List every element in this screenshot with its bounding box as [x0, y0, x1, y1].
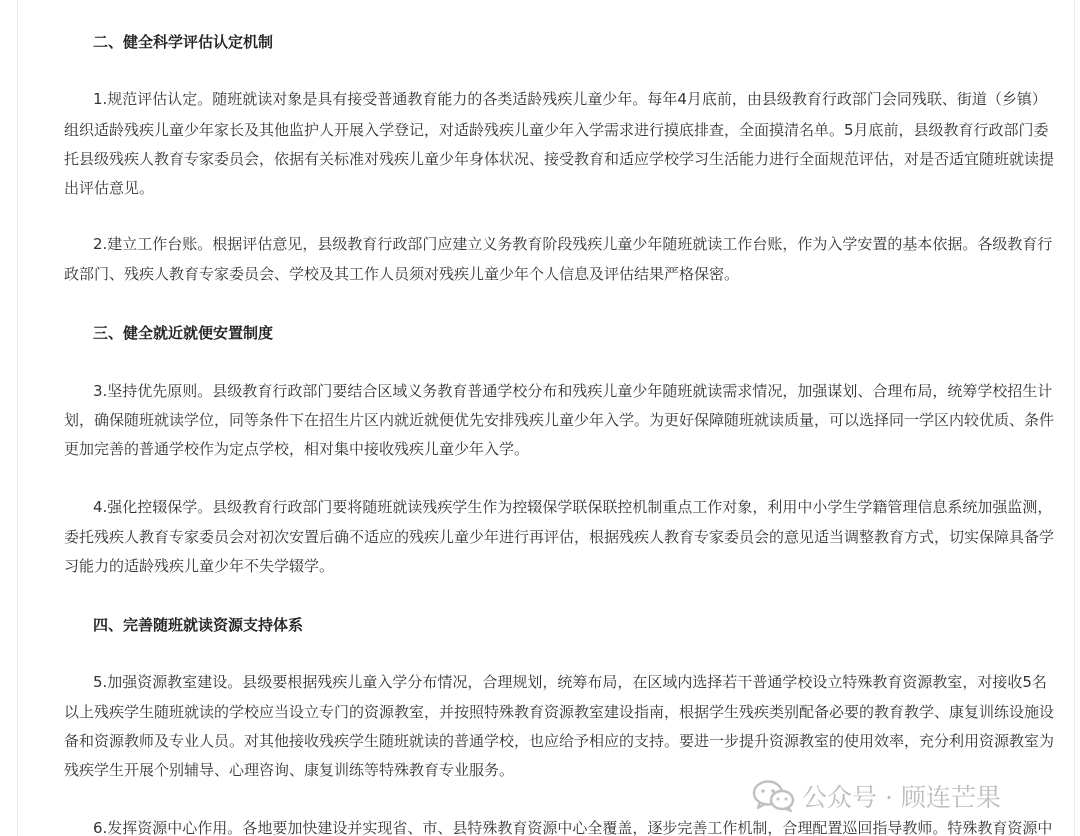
paragraph-1-line-4: 出评估意见。	[64, 179, 155, 197]
paragraph-6-line-1: 6.发挥资源中心作用。各地要加快建设并实现省、市、县特殊教育资源中心全覆盖，逐步完善工作机制，合理配置巡回指导教师。特殊教育资源中	[93, 819, 1053, 836]
paragraph-1-line-3: 托县级残疾人教育专家委员会，依据有关标准对残疾儿童少年身体状况、接受教育和适应学校学习生活能力进行全面规范评估，对是否适宜随班就读提	[64, 150, 1055, 168]
paragraph-5-line-2: 以上残疾学生随班就读的学校应当设立专门的资源教室，并按照特殊教育资源教室建设指南，根据学生残疾类别配备必要的教育教学、康复训练设施设	[64, 703, 1055, 721]
right-border	[1074, 0, 1075, 836]
paragraph-4-line-1: 4.强化控辍保学。县级教育行政部门要将随班就读残疾学生作为控辍保学联保联控机制重点工作对象，利用中小学生学籍管理信息系统加强监测，	[93, 498, 1053, 516]
paragraph-2-line-2: 政部门、残疾人教育专家委员会、学校及其工作人员须对残疾儿童少年个人信息及评估结果严格保密。	[64, 265, 740, 283]
watermark	[752, 776, 1001, 816]
paragraph-4-line-2: 委托残疾人教育专家委员会对初次安置后确不适应的残疾儿童少年进行再评估，根据残疾人教育专家委员会的意见适当调整教育方式，切实保障具备学	[64, 528, 1055, 546]
left-border	[17, 0, 18, 836]
wechat-icon	[752, 779, 796, 813]
paragraph-5-line-1: 5.加强资源教室建设。县级要根据残疾儿童入学分布情况，合理规划，统筹布局，在区域内选择若干普通学校设立特殊教育资源教室，对接收5名	[93, 673, 1047, 691]
paragraph-4-line-3: 习能力的适龄残疾儿童少年不失学辍学。	[64, 557, 335, 575]
paragraph-1-line-1: 1.规范评估认定。随班就读对象是具有接受普通教育能力的各类适龄残疾儿童少年。每年4月底前，由县级教育行政部门会同残联、街道（乡镇）	[93, 90, 1047, 108]
paragraph-2-line-1: 2.建立工作台账。根据评估意见，县级教育行政部门应建立义务教育阶段残疾儿童少年随班就读工作台账，作为入学安置的基本依据。各级教育行	[93, 235, 1053, 253]
paragraph-3-line-1: 3.坚持优先原则。县级教育行政部门要结合区域义务教育普通学校分布和残疾儿童少年随班就读需求情况，加强谋划、合理布局，统筹学校招生计	[93, 382, 1053, 400]
watermark-text: 公众号 · 顾连芒果	[802, 783, 1001, 812]
section-heading-2: 二、健全科学评估认定机制	[93, 33, 274, 51]
paragraph-5-line-3: 备和资源教师及专业人员。对其他接收残疾学生随班就读的普通学校，也应给予相应的支持。要进一步提升资源教室的使用效率，充分利用资源教室为	[64, 732, 1055, 750]
section-heading-4: 四、完善随班就读资源支持体系	[93, 616, 304, 634]
paragraph-5-line-4: 残疾学生开展个别辅导、心理咨询、康复训练等特殊教育专业服务。	[64, 761, 515, 779]
paragraph-3-line-3: 更加完善的普通学校作为定点学校，相对集中接收残疾儿童少年入学。	[64, 440, 530, 458]
section-heading-3: 三、健全就近就便安置制度	[93, 324, 274, 342]
paragraph-3-line-2: 划，确保随班就读学位，同等条件下在招生片区内就近就便优先安排残疾儿童少年入学。为更好保障随班就读质量，可以选择同一学区内较优质、条件	[64, 411, 1055, 429]
paragraph-1-line-2: 组织适龄残疾儿童少年家长及其他监护人开展入学登记，对适龄残疾儿童少年入学需求进行摸底排查，全面摸清名单。5月底前，县级教育行政部门委	[64, 121, 1049, 139]
